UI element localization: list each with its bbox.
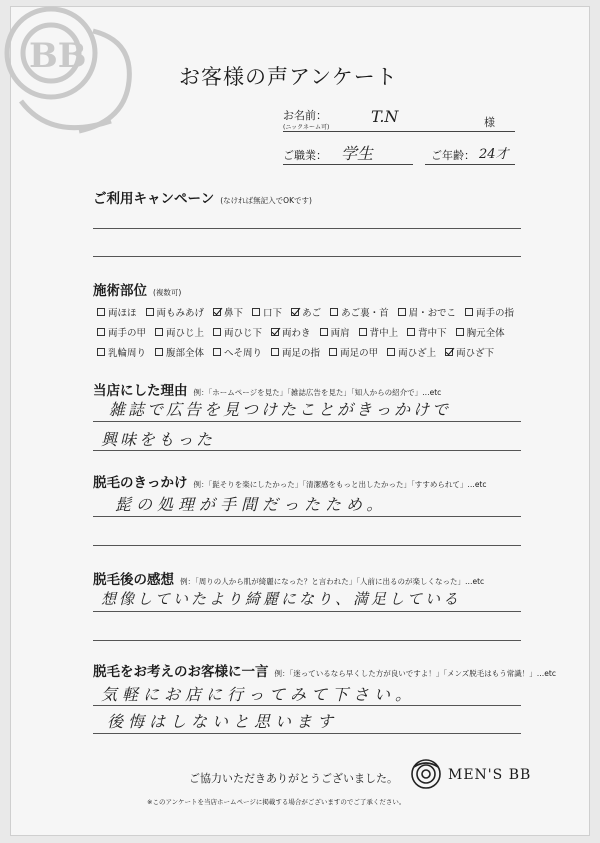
treatment-option[interactable]	[271, 345, 320, 359]
treatment-note: (複数可)	[153, 288, 182, 297]
treatment-row	[97, 322, 527, 342]
treatment-option-label: 両わき	[282, 328, 311, 339]
treatment-option-label: 腹部全体	[166, 348, 205, 359]
treatment-row	[97, 302, 527, 322]
treatment-option[interactable]	[252, 305, 282, 319]
treatment-option[interactable]	[465, 305, 514, 319]
treatment-option-label: 両ひじ上	[166, 328, 205, 339]
treatment-option[interactable]	[213, 325, 262, 339]
survey-sheet	[10, 6, 590, 836]
treatment-option[interactable]	[213, 345, 262, 359]
treatment-title	[93, 279, 181, 299]
treatment-option[interactable]	[146, 305, 205, 319]
treatment-option[interactable]	[407, 325, 447, 339]
reason-note: 例：「ホームページを見た」「雑誌広告を見た」「知人からの紹介で」…etc	[193, 388, 442, 397]
treatment-option-label: 両ひざ下	[456, 348, 495, 359]
message-note: 例：「迷っているなら早くした方が良いですよ！」「メンズ脱毛はもう常識！」…etc	[274, 669, 556, 678]
checkbox[interactable]	[97, 348, 105, 356]
treatment-option-label: 胸元全体	[466, 328, 505, 339]
checkbox[interactable]	[213, 348, 221, 356]
checkbox[interactable]	[387, 348, 395, 356]
checkbox[interactable]	[155, 348, 163, 356]
trigger-line-1	[93, 516, 521, 517]
treatment-option[interactable]	[329, 345, 378, 359]
checkbox[interactable]	[465, 308, 473, 316]
treatment-option-label: 両ほほ	[108, 308, 137, 319]
name-label	[283, 107, 329, 131]
trigger-title	[93, 471, 487, 491]
trigger-line-2	[93, 545, 521, 546]
impression-note: 例：「周りの人から肌が綺麗になった？と言われた」「人前に出るのが楽しくなった」…etc	[180, 577, 485, 586]
treatment-option[interactable]	[456, 325, 505, 339]
treatment-option-label: 両肩	[330, 328, 350, 339]
message-title	[93, 660, 556, 680]
checkbox[interactable]	[359, 328, 367, 336]
treatment-option-label: 背中上	[369, 328, 399, 339]
checkbox[interactable]	[456, 328, 464, 336]
treatment-option[interactable]	[320, 325, 350, 339]
checkbox[interactable]	[213, 308, 221, 316]
treatment-option[interactable]	[97, 325, 146, 339]
treatment-option-label: へそ周り	[224, 348, 263, 359]
treatment-option[interactable]	[97, 305, 137, 319]
reason-title-text: 当店にした理由	[93, 383, 188, 399]
message-answer-1: 気軽にお店に行ってみて下さい。	[101, 685, 417, 704]
treatment-option[interactable]	[97, 345, 146, 359]
name-suffix: 様	[484, 116, 495, 129]
occupation-underline	[283, 164, 413, 165]
campaign-line-2	[93, 256, 521, 257]
treatment-option[interactable]	[359, 325, 399, 339]
checkbox[interactable]	[445, 348, 453, 356]
treatment-option[interactable]	[155, 345, 204, 359]
checkbox[interactable]	[155, 328, 163, 336]
checkbox[interactable]	[398, 308, 406, 316]
checkbox[interactable]	[329, 348, 337, 356]
age-value: 24才	[479, 147, 509, 162]
checkbox[interactable]	[320, 328, 328, 336]
checkbox[interactable]	[407, 328, 415, 336]
treatment-options	[97, 302, 527, 362]
message-answer-2: 後悔はしないと思います	[107, 712, 339, 731]
treatment-option-label: 両手の甲	[108, 328, 147, 339]
treatment-option-label: 鼻下	[224, 308, 244, 319]
treatment-option[interactable]	[330, 305, 389, 319]
checkbox[interactable]	[97, 308, 105, 316]
treatment-option[interactable]	[271, 325, 311, 339]
message-line-2	[93, 733, 521, 734]
trigger-answer-1: 髭の処理が手間だったため。	[115, 495, 388, 514]
name-underline	[283, 131, 515, 132]
name-value: T.N	[371, 107, 399, 126]
occupation-label: ご職業：	[283, 149, 327, 162]
reason-answer-2: 興味をもった	[101, 430, 216, 449]
campaign-title	[93, 187, 312, 207]
checkbox[interactable]	[97, 328, 105, 336]
impression-line-1	[93, 611, 521, 612]
bb-logo-watermark	[1, 1, 161, 141]
thanks-text: ご協力いただきありがとうございました。	[189, 772, 398, 785]
name-label-text: お名前：	[283, 109, 327, 122]
treatment-option-label: あご裏・首	[341, 308, 389, 319]
message-title-text: 脱毛をお考えのお客様に一言	[93, 664, 269, 680]
campaign-line-1	[93, 228, 521, 229]
trigger-title-text: 脱毛のきっかけ	[93, 475, 188, 491]
treatment-option-label: 乳輪周り	[108, 348, 147, 359]
message-line-1	[93, 705, 521, 706]
trigger-note: 例：「髭そりを楽にしたかった」「清潔感をもっと出したかった」「すすめられて」…etc	[193, 480, 487, 489]
treatment-option-label: 両ひざ上	[398, 348, 437, 359]
treatment-option[interactable]	[445, 345, 494, 359]
occupation-value: 学生	[341, 144, 374, 163]
form-title: お客様の声アンケート	[179, 65, 398, 89]
campaign-title-text: ご利用キャンペーン	[93, 191, 215, 207]
checkbox[interactable]	[252, 308, 260, 316]
rose-logo-icon	[409, 757, 443, 791]
treatment-option-label: 両手の指	[476, 308, 515, 319]
reason-answer-1: 雑誌で広告を見つけたことがきっかけで	[109, 400, 452, 419]
checkbox[interactable]	[271, 348, 279, 356]
reason-title	[93, 379, 441, 399]
treatment-option[interactable]	[213, 305, 243, 319]
treatment-option[interactable]	[387, 345, 436, 359]
treatment-option[interactable]	[155, 325, 204, 339]
age-label: ご年齢：	[431, 149, 475, 162]
svg-text:BB: BB	[29, 36, 87, 76]
name-sublabel: (ニックネーム可)	[283, 124, 330, 131]
impression-answer-1: 想像していたより綺麗になり、満足している	[101, 590, 462, 608]
campaign-note: (なければ無記入でOKです)	[220, 196, 312, 205]
checkbox[interactable]	[330, 308, 338, 316]
treatment-row	[97, 342, 527, 362]
treatment-option-label: 両足の指	[282, 348, 321, 359]
checkbox[interactable]	[146, 308, 154, 316]
footer-notice: ※このアンケートを当店ホームページに掲載する場合がございますのでご了承ください。	[147, 798, 406, 806]
treatment-option-label: 両もみあげ	[156, 308, 205, 319]
age-underline	[425, 164, 515, 165]
treatment-option-label: あご	[302, 308, 322, 319]
brand-name: MEN'S BB	[448, 767, 532, 783]
checkbox[interactable]	[213, 328, 221, 336]
checkbox[interactable]	[291, 308, 299, 316]
treatment-option-label: 両ひじ下	[224, 328, 263, 339]
impression-title-text: 脱毛後の感想	[93, 572, 174, 588]
impression-line-2	[93, 640, 521, 641]
treatment-title-text: 施術部位	[93, 283, 147, 299]
treatment-option-label: 両足の甲	[340, 348, 379, 359]
checkbox[interactable]	[271, 328, 279, 336]
impression-title	[93, 568, 484, 588]
treatment-option-label: 眉・おでこ	[408, 308, 456, 319]
treatment-option[interactable]	[398, 305, 456, 319]
reason-line-1	[93, 421, 521, 422]
treatment-option-label: 口下	[263, 308, 283, 319]
reason-line-2	[93, 450, 521, 451]
treatment-option-label: 背中下	[418, 328, 447, 339]
treatment-option[interactable]	[291, 305, 321, 319]
